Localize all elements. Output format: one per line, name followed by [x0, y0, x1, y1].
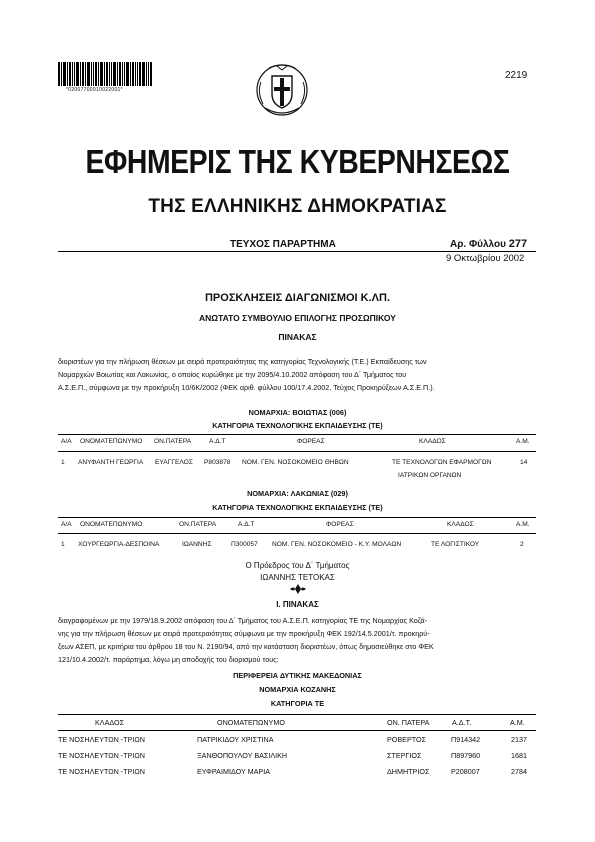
- cell-name: ΑΝΥΦΑΝΤΗ ΓΕΩΡΓΙΑ: [78, 459, 144, 466]
- col-foreas: ΦΟΡΕΑΣ: [326, 521, 354, 528]
- nomarxia-heading: ΝΟΜΑΡΧΙΑ: ΒΟΙΩΤΙΑΣ (006): [248, 408, 347, 417]
- issue-date: 9 Οκτωβρίου 2002: [446, 253, 525, 264]
- cell-name: ΧΟΥΡΓΕΩΡΓΙΑ-ΔΕΣΠΟΙΝΑ: [78, 541, 160, 548]
- cell-foreas: ΝΟΜ. ΓΕΝ. ΝΟΣΟΚΟΜΕΙΟ - Κ.Υ. ΜΟΛΑΩΝ: [272, 541, 402, 548]
- cell-adt: Π914342: [451, 735, 481, 744]
- ornament-icon: [290, 584, 306, 594]
- header-rule: [58, 251, 536, 252]
- col-name: ΟΝΟΜΑΤΕΠΩΝΥΜΟ: [80, 438, 143, 445]
- cell-am: 2: [520, 541, 524, 548]
- nomarxia-heading: ΝΟΜΑΡΧΙΑ ΚΟΖΑΝΗΣ: [259, 685, 336, 694]
- cell-aa: 1: [61, 459, 65, 466]
- cell-foreas: ΝΟΜ. ΓΕΝ. ΝΟΣΟΚΟΜΕΙΟ ΘΗΒΩΝ: [242, 459, 349, 466]
- gazette-subtitle: ΤΗΣ ΕΛΛΗΝΙΚΗΣ ΔΗΜΟΚΡΑΤΙΑΣ: [148, 196, 447, 217]
- gazette-title: ΕΦΗΜΕΡΙΣ ΤΗΣ ΚΥΒΕΡΝΗΣΕΩΣ: [85, 143, 510, 180]
- cell-am: 1681: [511, 751, 527, 760]
- cell-father: ΕΥΑΓΓΕΛΟΣ: [155, 459, 193, 466]
- col-name: ΟΝΟΜΑΤΕΠΩΝΥΜΟ: [217, 718, 285, 727]
- sheet-number-label: Αρ. Φύλλου: [450, 239, 506, 250]
- table-row: [0, 767, 595, 779]
- table-rule: [58, 517, 536, 518]
- table-header-row: [0, 438, 595, 448]
- cell-adt: Π897960: [451, 751, 481, 760]
- authority-heading: ΑΝΩΤΑΤΟ ΣΥΜΒΟΥΛΙΟ ΕΠΙΛΟΓΗΣ ΠΡΟΣΩΠΙΚΟΥ: [199, 313, 396, 323]
- category-heading: ΚΑΤΗΓΟΡΙΑ ΤΕ: [270, 699, 325, 708]
- table-rule: [58, 451, 536, 452]
- col-aa: Α/Α: [61, 521, 72, 528]
- col-foreas: ΦΟΡΕΑΣ: [297, 438, 325, 445]
- intro-line: νης για την πλήρωση θέσεων με σειρά προτεραιότητας σύμφωνα με την προκήρυξη ΦΕΚ 192/14.5.2001/τ. προκηρύ-: [58, 629, 430, 638]
- issue-type: ΤΕΥΧΟΣ ΠΑΡΑΡΤΗΜΑ: [230, 239, 336, 250]
- pinakas-heading: I. ΠΙΝΑΚΑΣ: [276, 600, 319, 609]
- category-heading: ΚΑΤΗΓΟΡΙΑ ΤΕΧΝΟΛΟΓΙΚΗΣ ΕΚΠΑΙΔΕΥΣΗΣ (ΤΕ): [212, 503, 383, 512]
- intro-line: Νομαρχιών Βοιωτίας και Λακωνίας, ο οποίος κυρώθηκε με την 2095/4.10.2002 απόφαση του Δ΄ Τμήματος του: [58, 370, 407, 379]
- table-header-row: [0, 521, 595, 531]
- cell-klados: ΤΕ ΛΟΓΙΣΤΙΚΟΥ: [431, 541, 480, 548]
- col-father: ΟΝ. ΠΑΤΕΡΑ: [387, 718, 430, 727]
- cell-adt: Ρ803878: [204, 459, 231, 466]
- cell-klados: ΤΕ ΝΟΣΗΛΕΥΤΩΝ -ΤΡΙΩΝ: [58, 751, 145, 760]
- table-row: [0, 541, 595, 553]
- col-am: Α.Μ.: [516, 438, 530, 445]
- cell-father: ΣΤΕΡΓΙΟΣ: [387, 751, 422, 760]
- table-row: [0, 459, 595, 483]
- intro-line: διοριστέων για την πλήρωση θέσεων με σειρά προτεραιότητας της κατηγορίας Τεχνολογικής (Τ.Ε.) Εκπαίδευσης των: [58, 357, 427, 366]
- cell-father: ΡΟΒΕΡΤΟΣ: [387, 735, 427, 744]
- barcode-number: *02007700910022001*: [66, 87, 123, 93]
- cell-aa: 1: [61, 541, 65, 548]
- cell-name: ΞΑΝΘΟΠΟΥΛΟΥ ΒΑΣΙΛΙΚΗ: [197, 751, 288, 760]
- sheet-number-value: 277: [508, 238, 528, 250]
- cell-klados: ΤΕ ΝΟΣΗΛΕΥΤΩΝ -ΤΡΙΩΝ: [58, 735, 145, 744]
- section-heading: ΠΡΟΣΚΛΗΣΕΙΣ ΔΙΑΓΩΝΙΣΜΟΙ Κ.ΛΠ.: [204, 292, 390, 304]
- intro-line: ξεων ΑΣΕΠ, με κριτήρια του άρθρου 18 του Ν. 2190/94, από την κατάσταση διοριστέων, όπως δημοσιεύθηκε στο ΦΕΚ: [58, 642, 434, 651]
- col-aa: Α/Α: [61, 438, 72, 445]
- cell-am: 2784: [511, 767, 527, 776]
- barcode: [58, 62, 153, 86]
- cell-adt: Ρ208007: [451, 767, 480, 776]
- table-rule: [58, 714, 536, 715]
- table-header-row: [0, 718, 595, 728]
- table-rule: [58, 434, 536, 435]
- cell-am: 14: [520, 459, 528, 466]
- col-adt: Α.Δ.Τ.: [452, 718, 472, 727]
- intro-line: 121/10.4.2002/τ. παράρτημα, λόγω μη αποδοχής του διορισμού τους:: [58, 655, 279, 664]
- col-klados: ΚΛΑΔΟΣ: [447, 521, 474, 528]
- cell-father: ΔΗΜΗΤΡΙΟΣ: [387, 767, 430, 776]
- sheet-number: [450, 238, 527, 250]
- intro-paragraph: [58, 614, 536, 666]
- col-father: ΟΝ.ΠΑΤΕΡΑ: [154, 438, 192, 445]
- cell-klados-line2: ΙΑΤΡΙΚΩΝ ΟΡΓΑΝΩΝ: [398, 472, 462, 479]
- periferia-heading: ΠΕΡΙΦΕΡΕΙΑ ΔΥΤΙΚΗΣ ΜΑΚΕΔΟΝΙΑΣ: [233, 671, 362, 680]
- cell-name: ΠΑΤΡΙΚΙΔΟΥ ΧΡΙΣΤΙΝΑ: [197, 735, 274, 744]
- category-heading: ΚΑΤΗΓΟΡΙΑ ΤΕΧΝΟΛΟΓΙΚΗΣ ΕΚΠΑΙΔΕΥΣΗΣ (ΤΕ): [212, 421, 383, 430]
- table-rule: [58, 730, 536, 731]
- intro-line: Α.Σ.Ε.Π., σύμφωνα με την προκήρυξη 10/6Κ/2002 (ΦΕΚ αριθ. φύλλου 100/17.4.2002, Τεύχος Προκηρύξεων Α.Σ.Ε.Π.).: [58, 383, 435, 392]
- table-row: [0, 751, 595, 763]
- col-father: ΟΝ.ΠΑΤΕΡΑ: [179, 521, 217, 528]
- intro-line: διαγραφομένων με την 1979/18.9.2002 απόφαση του Δ΄ Τμήματος του Α.Σ.Ε.Π. κατηγορίας ΤΕ της Νομαρχίας Κοζά-: [58, 616, 428, 625]
- table-row: [0, 735, 595, 747]
- intro-paragraph: [58, 355, 536, 394]
- signature-role: Ο Πρόεδρος του Δ΄ Τμήματος: [245, 561, 350, 570]
- cell-adt: Π300057: [231, 541, 258, 548]
- cell-name: ΕΥΦΡΑΙΜΙΔΟΥ ΜΑΡΙΑ: [197, 767, 270, 776]
- cell-father: ΙΩΑΝΝΗΣ: [182, 541, 212, 548]
- col-adt: Α.Δ.Τ: [209, 438, 226, 445]
- signature-name: ΙΩΑΝΝΗΣ ΤΕΤΟΚΑΣ: [260, 573, 335, 582]
- table-rule: [58, 533, 536, 534]
- col-name: ΟΝΟΜΑΤΕΠΩΝΥΜΟ: [80, 521, 143, 528]
- cell-klados: ΤΕ ΤΕΧΝΟΛΟΓΩΝ ΕΦΑΡΜΟΓΩΝ: [392, 459, 492, 466]
- cell-am: 2137: [511, 735, 527, 744]
- pinakas-heading: ΠΙΝΑΚΑΣ: [278, 332, 317, 342]
- col-am: Α.Μ.: [510, 718, 525, 727]
- col-klados: ΚΛΑΔΟΣ: [95, 718, 125, 727]
- col-klados: ΚΛΑΔΟΣ: [419, 438, 446, 445]
- nomarxia-heading: ΝΟΜΑΡΧΙΑ: ΛΑΚΩΝΙΑΣ (029): [247, 489, 348, 498]
- page-number: 2219: [505, 70, 528, 81]
- greek-coat-of-arms-emblem: [255, 62, 309, 118]
- col-am: Α.Μ.: [516, 521, 530, 528]
- cell-klados: ΤΕ ΝΟΣΗΛΕΥΤΩΝ -ΤΡΙΩΝ: [58, 767, 145, 776]
- col-adt: Α.Δ.Τ: [238, 521, 255, 528]
